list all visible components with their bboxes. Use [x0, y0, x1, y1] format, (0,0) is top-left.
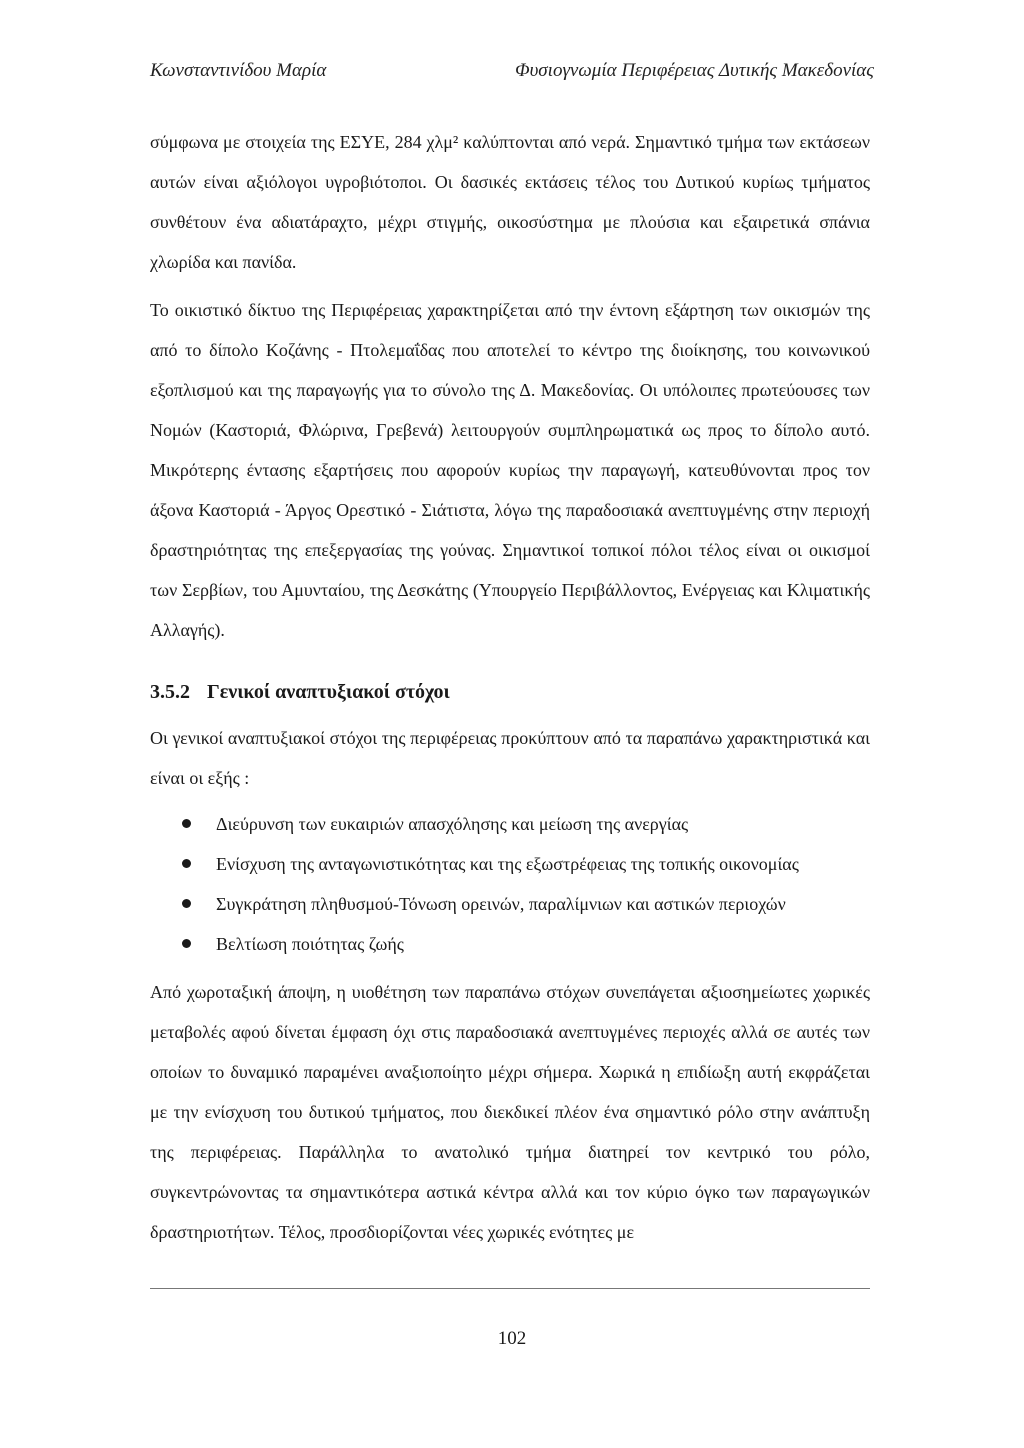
- header-author: Κωνσταντινίδου Μαρία: [150, 60, 327, 81]
- list-item: [150, 884, 870, 924]
- section-number: 3.5.2: [150, 681, 190, 703]
- bullet-icon: [182, 939, 191, 948]
- section-heading: [150, 672, 870, 712]
- bullet-icon: [182, 899, 191, 908]
- list-item-text: Διεύρυνση των ευκαιριών απασχόλησης και μείωση της ανεργίας: [216, 814, 689, 834]
- bullet-icon: [182, 859, 191, 868]
- footer-divider: [150, 1288, 870, 1289]
- list-item: [150, 844, 870, 884]
- page-number: 102: [497, 1328, 527, 1349]
- paragraph-water-forests: σύμφωνα με στοιχεία της ΕΣΥΕ, 284 χλμ² καλύπτονται από νερά. Σημαντικό τμήμα των εκτάσεων αυτών είναι αξιόλογοι υγροβιότοποι. Οι δασικές εκτάσεις τέλος του Δυτικού κυρίως τμήματος συνθέτουν ένα αδιατάραχτο, μέχρι στιγμής, οικοσύστημα με πλούσια και εξαιρετικά σπάνια χλωρίδα και πανίδα.: [150, 132, 870, 272]
- bullet-icon: [182, 819, 191, 828]
- list-item-text: Ενίσχυση της ανταγωνιστικότητας και της εξωστρέφειας της τοπικής οικονομίας: [216, 854, 799, 874]
- paragraph-spatial-changes: Από χωροταξική άποψη, η υιοθέτηση των παραπάνω στόχων συνεπάγεται αξιοσημείωτες χωρικές μεταβολές αφού δίνεται έμφαση όχι στις παραδοσιακά ανεπτυγμένες περιοχές αλλά σε αυτές των οποίων το δυναμικό παραμένει αναξιοποίητο μέχρι σήμερα. Χωρικά η επιδίωξη αυτή εκφράζεται με την ενίσχυση του δυτικού τμήματος, που διεκδικεί πλέον ένα σημαντικό ρόλο στην ανάπτυξη της περιφέρειας. Παράλληλα το ανατολικό τμήμα διατηρεί τον κεντρικό του ρόλο, συγκεντρώνοντας τα σημαντικότερα αστικά κέντρα αλλά και τον κύριο όγκο των παραγωγικών δραστηριοτήτων. Τέλος, προσδιορίζονται νέες χωρικές ενότητες με: [150, 982, 870, 1242]
- running-header: [150, 60, 874, 90]
- goals-list: [150, 804, 870, 964]
- section-title: Γενικοί αναπτυξιακοί στόχοι: [207, 681, 450, 703]
- section-intro: Οι γενικοί αναπτυξιακοί στόχοι της περιφέρειας προκύπτουν από τα παραπάνω χαρακτηριστικά και είναι οι εξής :: [150, 728, 870, 788]
- header-title: Φυσιογνωμία Περιφέρειας Δυτικής Μακεδονίας: [515, 60, 874, 81]
- list-item-text: Συγκράτηση πληθυσμού-Τόνωση ορεινών, παραλίμνιων και αστικών περιοχών: [216, 894, 786, 914]
- list-item: [150, 804, 870, 844]
- list-item: [150, 924, 870, 964]
- paragraph-settlement-network: Το οικιστικό δίκτυο της Περιφέρειας χαρακτηρίζεται από την έντονη εξάρτηση των οικισμών της από το δίπολο Κοζάνης - Πτολεμαΐδας που αποτελεί το κέντρο της διοίκησης, του κοινωνικού εξοπλισμού και της παραγωγής για το σύνολο της Δ. Μακεδονίας. Οι υπόλοιπες πρωτεύουσες των Νομών (Καστοριά, Φλώρινα, Γρεβενά) λειτουργούν συμπληρωματικά ως προς το δίπολο αυτό. Μικρότερης έντασης εξαρτήσεις που αφορούν κυρίως την παραγωγή, κατευθύνονται προς τον άξονα Καστοριά - Άργος Ορεστικό - Σιάτιστα, λόγω της παραδοσιακά ανεπτυγμένης στην περιοχή δραστηριότητας της επεξεργασίας της γούνας. Σημαντικοί τοπικοί πόλοι τέλος είναι οι οικισμοί των Σερβίων, του Αμυνταίου, της Δεσκάτης (Υπουργείο Περιβάλλοντος, Ενέργειας και Κλιματικής Αλλαγής).: [150, 300, 870, 640]
- list-item-text: Βελτίωση ποιότητας ζωής: [216, 934, 404, 954]
- document-body: [150, 122, 870, 1252]
